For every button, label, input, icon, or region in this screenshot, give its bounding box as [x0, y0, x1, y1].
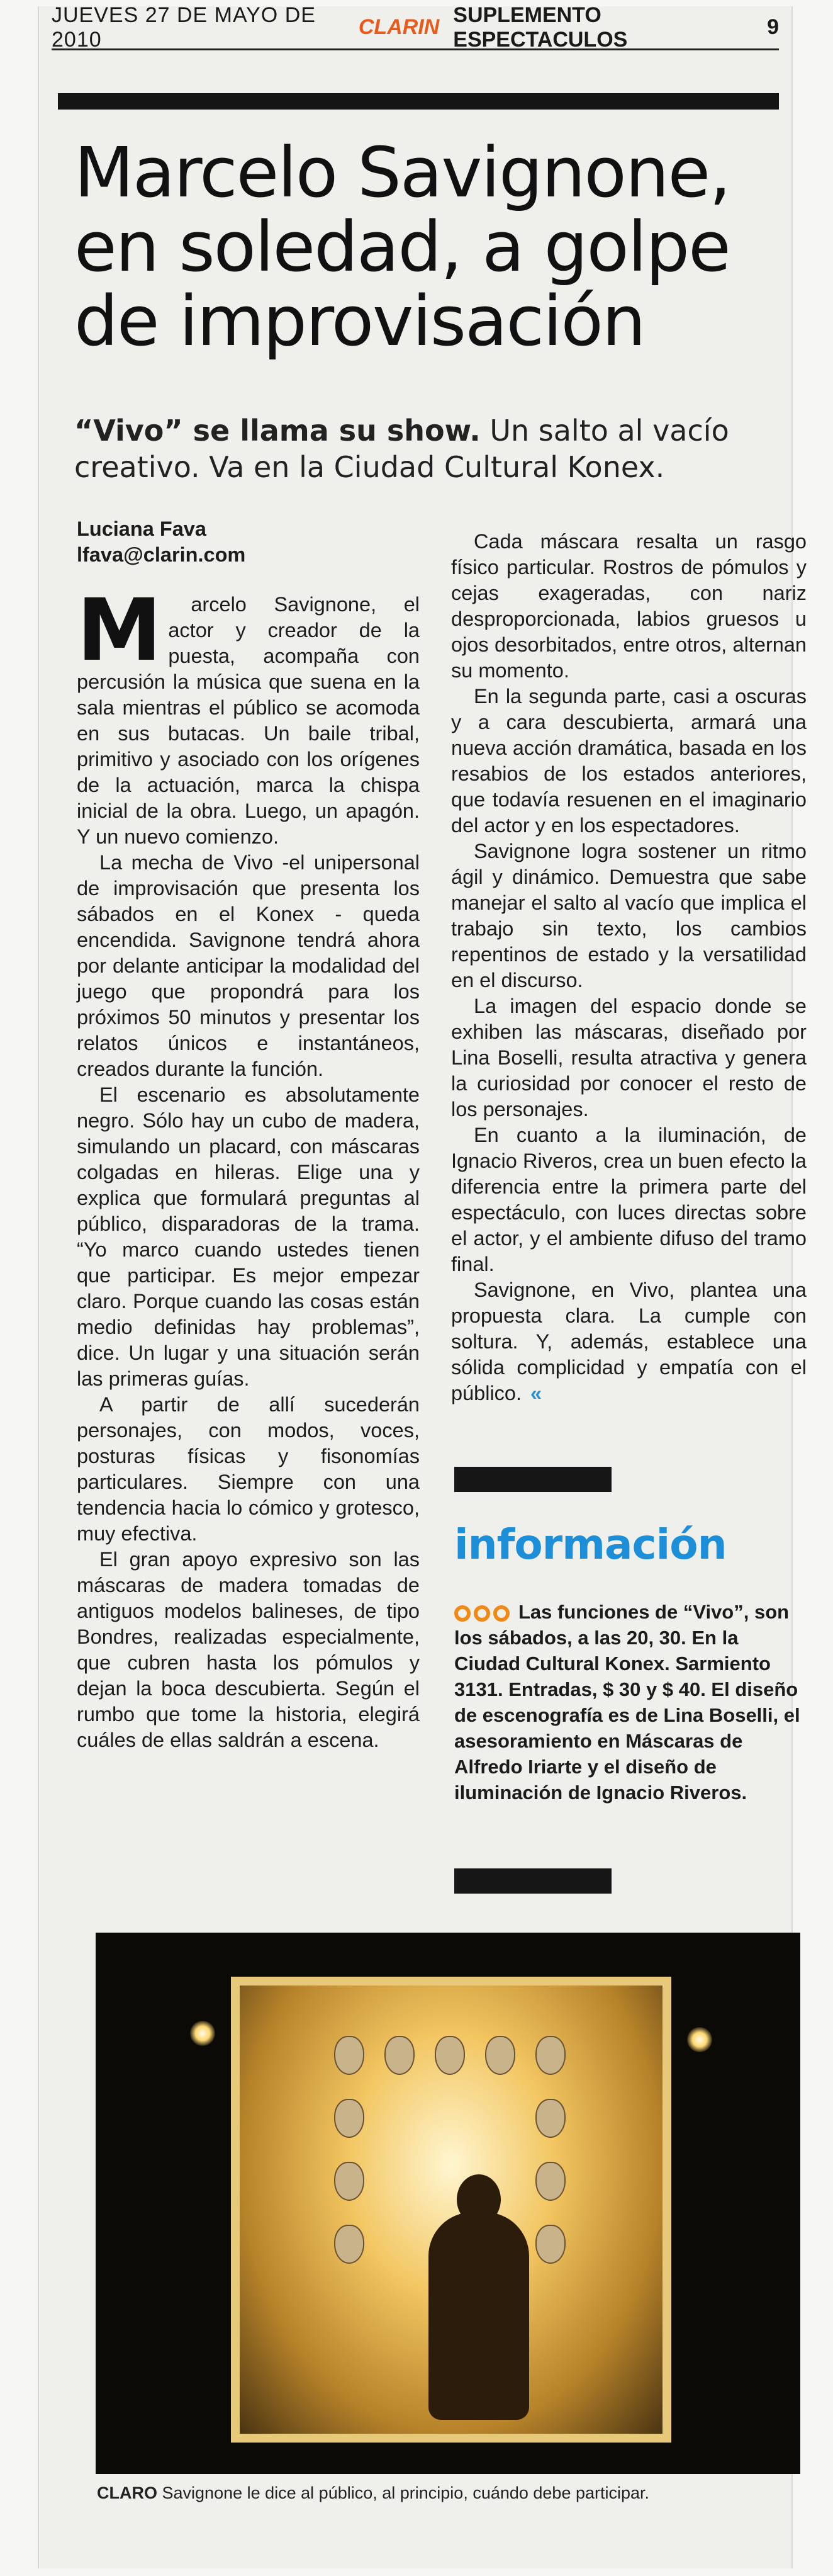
caption-label: CLARO	[97, 2483, 157, 2502]
header-brand: CLARIN	[358, 15, 440, 39]
author-email: lfava@clarin.com	[77, 543, 246, 566]
header-page-number: 9	[767, 15, 779, 39]
info-heading: información	[454, 1520, 727, 1569]
page-header	[52, 3, 779, 52]
info-text: Las funciones de “Vivo”, son los sábados, a las 20, 30. En la Ciudad Cultural Konex. Sarmiento 3131. Entradas, $ 30 y $ 40. El diseño de escenografía es de Lina Boselli, el asesoramiento en Máscaras de Alfredo Iriarte y el diseño de iluminación de Ignacio Riveros.	[454, 1601, 800, 1804]
article-column-left	[77, 516, 420, 1753]
mask-icon	[334, 2162, 364, 2201]
stage-lamp-right-icon	[687, 2027, 712, 2052]
paragraph-left-3: El escenario es absolutamente negro. Sólo hay un cubo de madera, simulando un placard, con máscaras colgadas en hileras. Elige una y explica que formulará preguntas al público, disparadoras de la trama. “Yo marco cuando ustedes tienen que participar. Es mejor empezar claro. Porque cuando las cosas están medio definidas hay problemas”, dice. Un lugar y una situación serán las primeras guías.	[77, 1083, 420, 1390]
actor-silhouette-body	[428, 2212, 529, 2420]
paragraph-right-6: Savignone, en Vivo, plantea una propuesta clara. La cumple con soltura. Y, además, establece una sólida complicidad y empatía con el público. «	[451, 1279, 807, 1404]
paragraph-right-2: En la segunda parte, casi a oscuras y a cara descubierta, armará una nueva acción dramática, basada en los resabios de los estados anteriores, que todavía resuenen en el imaginario del actor y en los espectadores.	[451, 685, 807, 837]
mask-cabinet	[231, 1977, 671, 2443]
article-subtitle	[74, 412, 766, 485]
mask-icon	[384, 2036, 415, 2075]
subtitle-bold: “Vivo” se llama su show.	[74, 414, 481, 448]
mask-icon	[485, 2036, 515, 2075]
drop-cap: M	[77, 581, 162, 681]
info-top-bar	[454, 1467, 612, 1492]
top-divider-bar	[58, 93, 779, 110]
paragraph-right-1: Cada máscara resalta un rasgo físico particular. Rostros de pómulos y cejas exageradas, con nariz desproporcionada, labios gruesos u ojos desorbitados, entre otros, alternan su momento.	[451, 530, 807, 682]
article-column-right	[451, 529, 807, 1406]
article-photo	[96, 1933, 800, 2474]
paragraph-left-5: El gran apoyo expresivo son las máscaras de madera tomadas de antiguos modelos balineses, de tipo Bondres, realizadas especialmente, que cubren hasta los pómulos y dejan la boca descubierta. Según el rumbo que tome la historia, elegirá cuáles de ellas saldrán a escena.	[77, 1548, 420, 1751]
newspaper-page	[38, 3, 807, 2568]
header-section: SUPLEMENTO ESPECTACULOS	[453, 3, 628, 52]
mask-icon	[334, 2036, 364, 2075]
subtitle-rest: Un salto al vacío creativo. Va en la Ciudad Cultural Konex.	[74, 414, 729, 484]
mask-icon	[435, 2036, 465, 2075]
mask-icon	[535, 2225, 566, 2264]
header-date: JUEVES 27 DE MAYO DE 2010	[52, 3, 316, 52]
paragraph-left-4: A partir de allí sucederán personajes, con modos, voces, posturas físicas y fisonomías particulares. Siempre con una tendencia hacia lo cómico y grotesco, muy efectiva.	[77, 1393, 420, 1545]
mask-icon	[535, 2099, 566, 2138]
photo-caption	[97, 2483, 802, 2503]
paragraph-right-3: Savignone logra sostener un ritmo ágil y dinámico. Demuestra que sabe manejar el salto al vacío que implica el trabajo sin texto, los cambios repentinos de estado y la versatilidad en el discurso.	[451, 840, 807, 991]
paragraph-left-2: La mecha de Vivo -el unipersonal de improvisación que presenta los sábados en el Konex - queda encendida. Savignone tendrá ahora por delante anticipar la modalidad del juego que propondrá para los próximos 50 minutos y presentar los relatos únicos e instantáneos, creados durante la función.	[77, 851, 420, 1080]
paragraph-right-4: La imagen del espacio donde se exhiben las máscaras, diseñado por Lina Boselli, resulta atractiva y genera la curiosidad por conocer el resto de los personajes.	[451, 995, 807, 1121]
info-bottom-bar	[454, 1868, 612, 1894]
paragraph-right-5: En cuanto a la iluminación, de Ignacio Riveros, crea un buen efecto la diferencia entre la primera parte del espectáculo, con luces directas sobre el actor, y el ambiente difuso del tramo final.	[451, 1124, 807, 1275]
mask-icon	[535, 2036, 566, 2075]
article-title: Marcelo Savignone, en soledad, a golpe de improvisación	[74, 132, 730, 361]
end-mark-icon: «	[530, 1382, 542, 1404]
author-name: Luciana Fava	[77, 517, 206, 540]
mask-icon	[334, 2225, 364, 2264]
mask-icon	[334, 2099, 364, 2138]
caption-text: Savignone le dice al público, al principio, cuándo debe participar.	[162, 2483, 650, 2502]
info-box	[454, 1599, 807, 1805]
paragraph-left-1: M arcelo Savignone, el actor y creador de la puesta, acompaña con percusión la música que suena en la sala mientras el público se acomoda en sus butacas. Un baile tribal, primitivo y asociado con los orígenes de la actuación, marca la chispa inicial de la obra. Luego, un apagón. Y un nuevo comienzo.	[77, 592, 420, 850]
stage-lamp-left-icon	[190, 2021, 215, 2046]
mask-icon	[535, 2162, 566, 2201]
rating-dots-icon	[454, 1605, 510, 1622]
